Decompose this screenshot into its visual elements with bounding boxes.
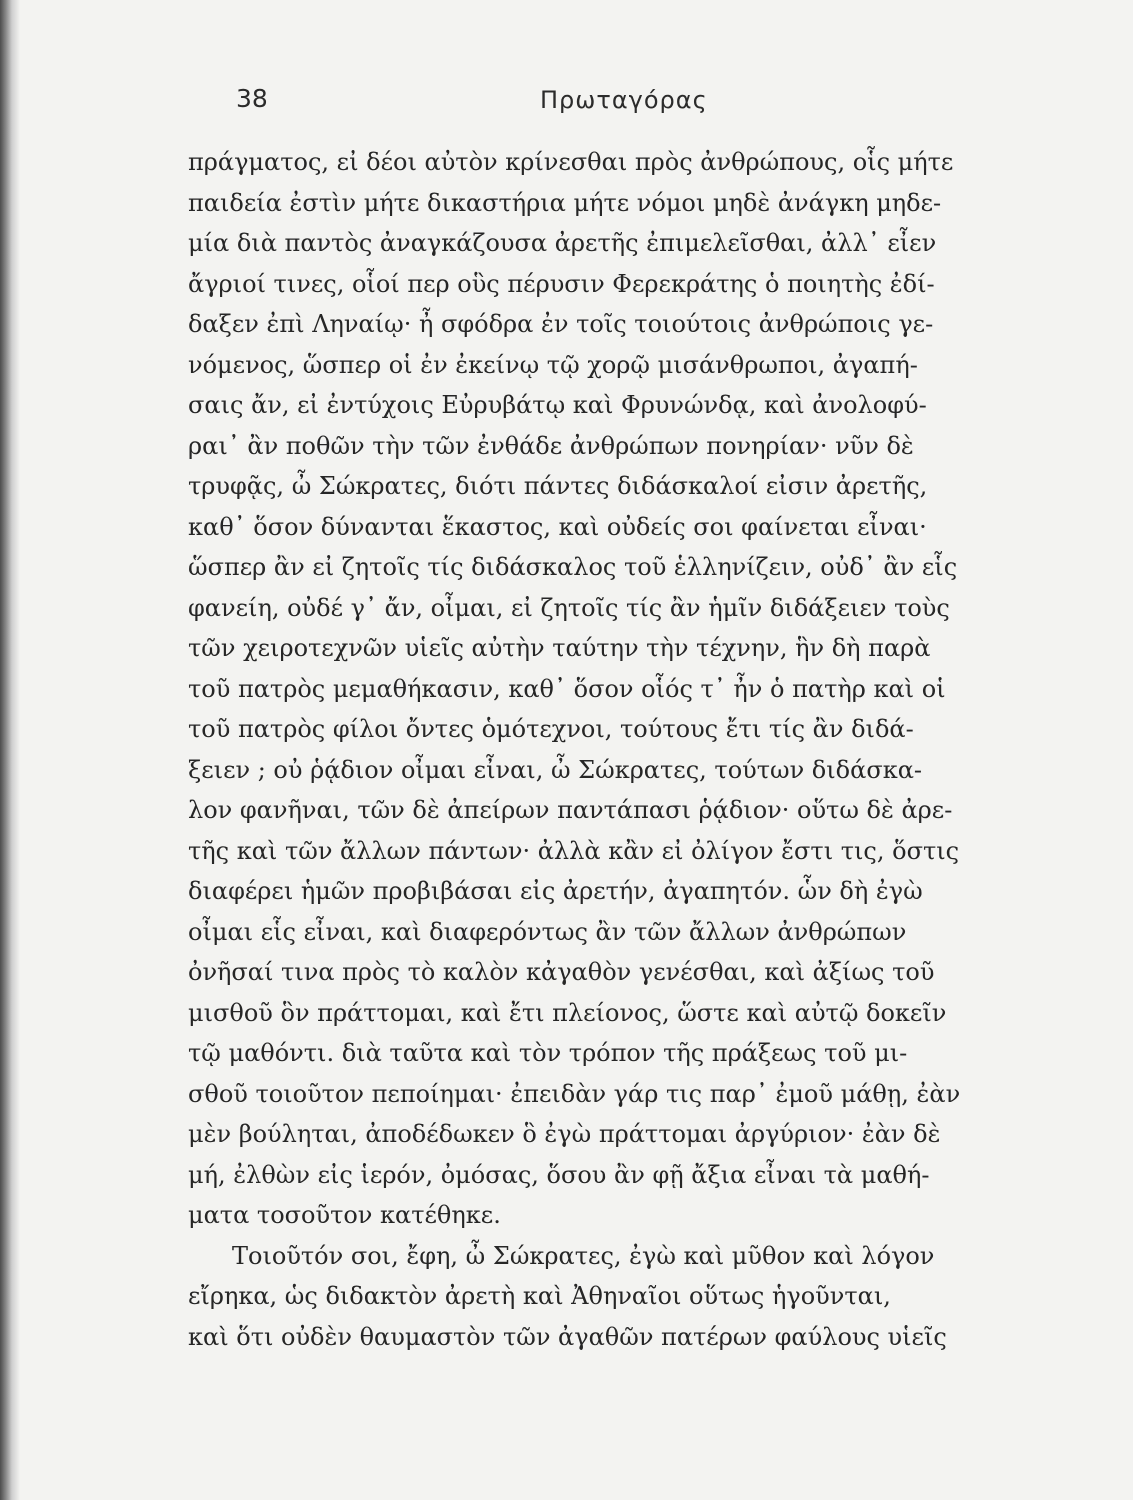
text-line: διαφέρει ἡμῶν προβιβάσαι εἰς ἀρετήν, ἀγαπητόν. ὧν δὴ ἐγὼ bbox=[188, 877, 923, 905]
text-line: σαις ἄν, εἰ ἐντύχοις Εὐρυβάτῳ καὶ Φρυνώνδᾳ, καὶ ἀνολοφύ- bbox=[188, 391, 927, 419]
text-line: οἶμαι εἷς εἶναι, καὶ διαφερόντως ἂν τῶν ἄλλων ἀνθρώπων bbox=[188, 917, 907, 946]
text-line: νόμενος, ὥσπερ οἱ ἐν ἐκείνῳ τῷ χορῷ μισάνθρωποι, ἀγαπή- bbox=[188, 350, 918, 379]
text-line: τῷ μαθόντι. διὰ ταῦτα καὶ τὸν τρόπον τῆς πράξεως τοῦ μι- bbox=[188, 1039, 908, 1067]
text-line: μισθοῦ ὃν πράττομαι, καὶ ἔτι πλείονος, ὥστε καὶ αὐτῷ δοκεῖν bbox=[188, 998, 947, 1027]
text-line: καθ᾽ ὅσον δύνανται ἕκαστος, καὶ οὐδείς σοι φαίνεται εἶναι· bbox=[188, 512, 927, 541]
text-line: τῆς καὶ τῶν ἄλλων πάντων· ἀλλὰ κἂν εἰ ὀλίγον ἔστι τις, ὅστις bbox=[188, 836, 960, 865]
text-line: ὀνῆσαί τινα πρὸς τὸ καλὸν κἀγαθὸν γενέσθαι, καὶ ἀξίως τοῦ bbox=[188, 958, 935, 986]
text-line: ματα τοσοῦτον κατέθηκε. bbox=[188, 1201, 501, 1229]
paragraph-start-line: Τοιοῦτόν σοι, ἔφη, ὦ Σώκρατες, ἐγὼ καὶ μῦθον καὶ λόγον bbox=[232, 1241, 935, 1270]
running-title: Πρωταγόρας bbox=[540, 86, 708, 114]
text-line: παιδεία ἐστὶν μήτε δικαστήρια μήτε νόμοι μηδὲ ἀνάγκη μηδε- bbox=[188, 188, 942, 217]
text-line: φανείη, οὐδέ γ᾽ ἄν, οἶμαι, εἰ ζητοῖς τίς ἂν ἡμῖν διδάξειεν τοὺς bbox=[188, 593, 950, 622]
text-line: τοῦ πατρὸς φίλοι ὄντες ὁμότεχνοι, τούτους ἔτι τίς ἂν διδά- bbox=[188, 715, 914, 743]
text-line: σθοῦ τοιοῦτον πεποίημαι· ἐπειδὰν γάρ τις παρ᾽ ἐμοῦ μάθῃ, ἐὰν bbox=[188, 1079, 961, 1108]
body-text bbox=[188, 142, 1103, 1357]
page-binding-shadow bbox=[0, 0, 20, 1500]
text-line: καὶ ὅτι οὐδὲν θαυμαστὸν τῶν ἀγαθῶν πατέρων φαύλους υἱεῖς bbox=[188, 1322, 947, 1351]
text-line: πράγματος, εἰ δέοι αὐτὸν κρίνεσθαι πρὸς ἀνθρώπους, οἷς μήτε bbox=[188, 148, 954, 176]
page-number: 38 bbox=[236, 84, 268, 113]
text-line: ὥσπερ ἂν εἰ ζητοῖς τίς διδάσκαλος τοῦ ἑλληνίζειν, οὐδ᾽ ἂν εἷς bbox=[188, 553, 958, 581]
text-line: τῶν χειροτεχνῶν υἱεῖς αὐτὴν ταύτην τὴν τέχνην, ἣν δὴ παρὰ bbox=[188, 634, 931, 662]
text-line: μὲν βούληται, ἀποδέδωκεν ὃ ἐγὼ πράττομαι ἀργύριον· ἐὰν δὲ bbox=[188, 1120, 941, 1148]
text-line: εἴρηκα, ὡς διδακτὸν ἀρετὴ καὶ Ἀθηναῖοι οὕτως ἡγοῦνται, bbox=[188, 1282, 891, 1310]
text-line: ξειεν ; οὐ ῥᾴδιον οἶμαι εἶναι, ὦ Σώκρατες, τούτων διδάσκα- bbox=[188, 755, 923, 784]
text-line: ραι᾽ ἂν ποθῶν τὴν τῶν ἐνθάδε ἀνθρώπων πονηρίαν· νῦν δὲ bbox=[188, 431, 914, 460]
text-line: τοῦ πατρὸς μεμαθήκασιν, καθ᾽ ὅσον οἷός τ᾽ ἦν ὁ πατὴρ καὶ οἱ bbox=[188, 674, 946, 703]
text-line: τρυφᾷς, ὦ Σώκρατες, διότι πάντες διδάσκαλοί εἰσιν ἀρετῆς, bbox=[188, 472, 928, 500]
text-line: δαξεν ἐπὶ Ληναίῳ· ἦ σφόδρα ἐν τοῖς τοιούτοις ἀνθρώποις γε- bbox=[188, 310, 934, 338]
text-line: ἄγριοί τινες, οἷοί περ οὓς πέρυσιν Φερεκράτης ὁ ποιητὴς ἐδί- bbox=[188, 269, 935, 298]
text-line: μή, ἐλθὼν εἰς ἱερόν, ὀμόσας, ὅσου ἂν φῇ ἄξια εἶναι τὰ μαθή- bbox=[188, 1160, 930, 1189]
text-line: μία διὰ παντὸς ἀναγκάζουσα ἀρετῆς ἐπιμελεῖσθαι, ἀλλ᾽ εἶεν bbox=[188, 229, 937, 257]
text-line: λον φανῆναι, τῶν δὲ ἀπείρων παντάπασι ῥᾴδιον· οὕτω δὲ ἀρε- bbox=[188, 796, 953, 824]
